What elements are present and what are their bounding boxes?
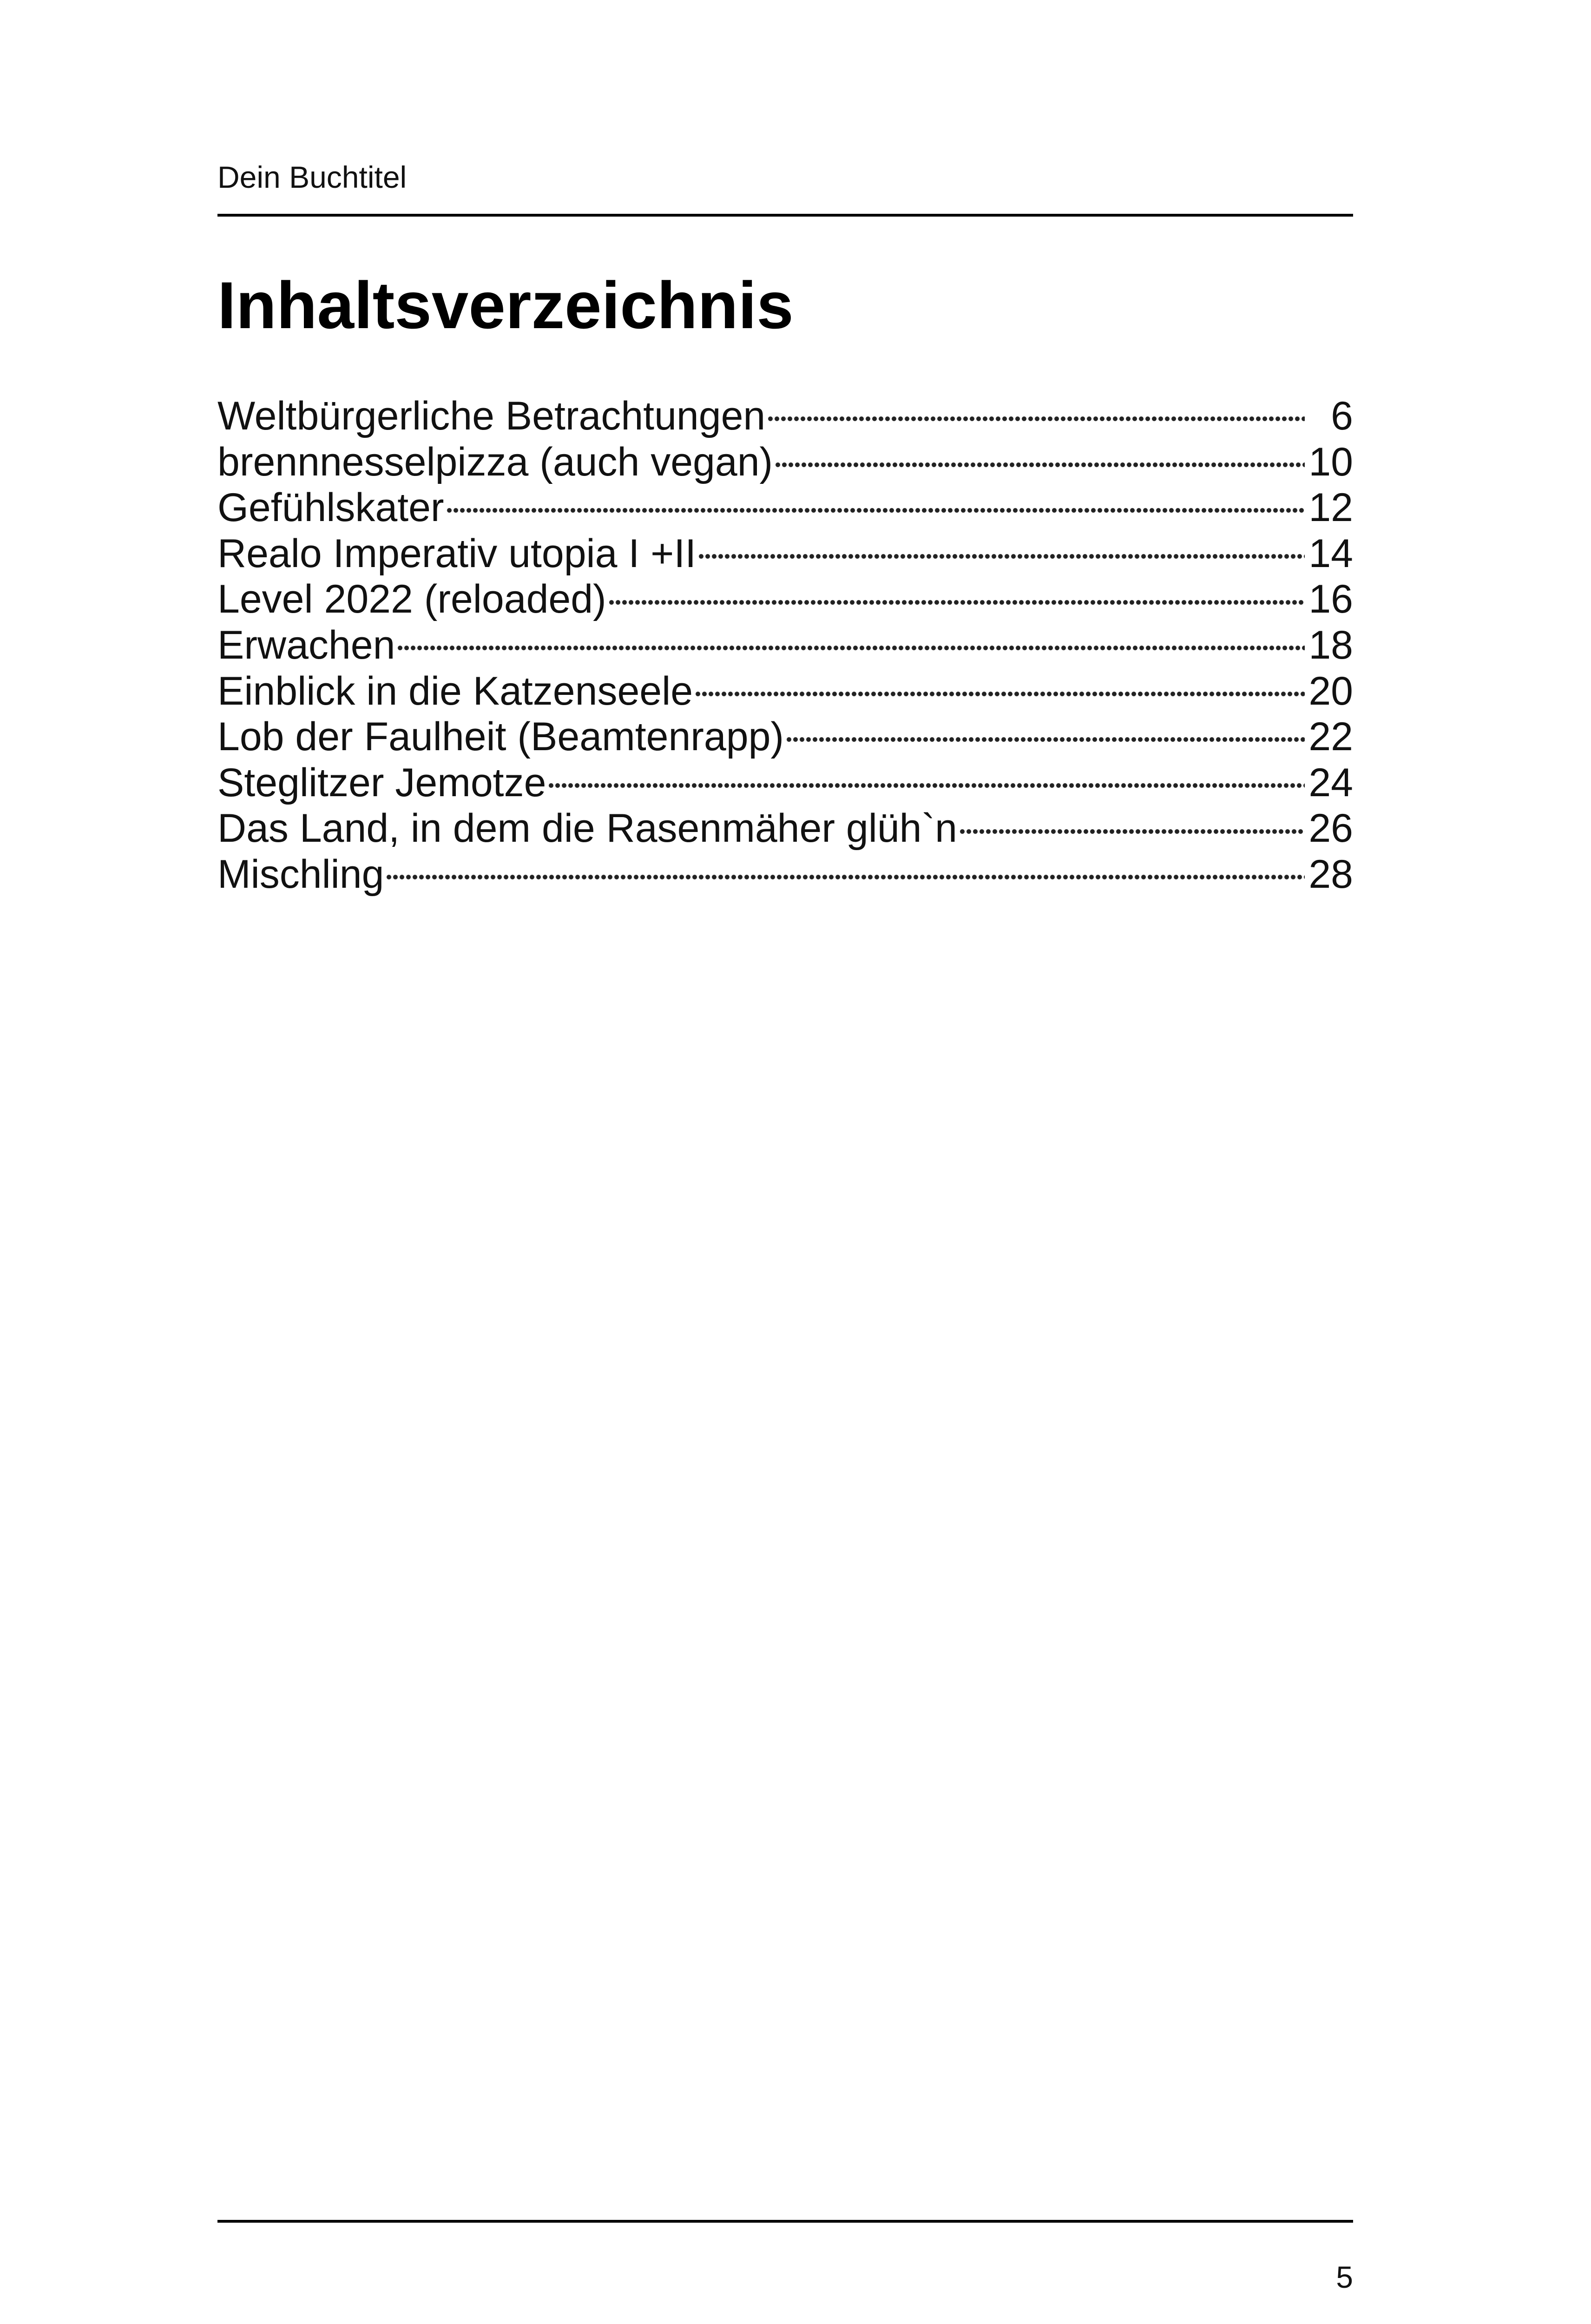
- toc-entry-title: Lob der Faulheit (Beamtenrapp): [217, 714, 784, 759]
- toc-entry[interactable]: [217, 805, 1353, 852]
- dot-leader: [786, 736, 1305, 743]
- toc-entry-title: Das Land, in dem die Rasenmäher glüh`n: [217, 806, 957, 851]
- dot-leader: [397, 645, 1305, 651]
- toc-entry-page: 24: [1308, 760, 1353, 805]
- toc-entry-title: Level 2022 (reloaded): [217, 577, 606, 622]
- toc-entry-page: 18: [1308, 622, 1353, 667]
- toc-entry-title: Mischling: [217, 852, 384, 897]
- dot-leader: [548, 782, 1305, 789]
- dot-leader: [386, 874, 1305, 880]
- toc-entry-page: 22: [1308, 714, 1353, 759]
- dot-leader: [698, 553, 1305, 560]
- toc-entry[interactable]: [217, 852, 1353, 898]
- footer-rule: [217, 2220, 1353, 2223]
- toc-entry-page: 14: [1308, 531, 1353, 576]
- dot-leader: [446, 507, 1305, 514]
- toc-entry-title: Weltbürgerliche Betrachtungen: [217, 394, 766, 438]
- toc-entry-page: 12: [1308, 485, 1353, 530]
- toc-entry-title: Einblick in die Katzenseele: [217, 668, 693, 713]
- dot-leader: [608, 599, 1305, 606]
- toc-entry[interactable]: [217, 760, 1353, 806]
- dot-leader: [775, 462, 1305, 468]
- toc-entry-title: Realo Imperativ utopia I +II: [217, 531, 697, 576]
- toc-entry[interactable]: [217, 622, 1353, 668]
- toc-entry[interactable]: [217, 485, 1353, 531]
- toc-entry-title: brennnesselpizza (auch vegan): [217, 439, 773, 484]
- toc-entry-page: 6: [1331, 394, 1353, 438]
- dot-leader: [767, 416, 1305, 422]
- toc-entry-page: 20: [1308, 668, 1353, 713]
- toc-entry-title: Gefühlskater: [217, 485, 444, 530]
- toc-entry-title: Erwachen: [217, 622, 395, 667]
- header-rule: [217, 214, 1353, 217]
- toc-entry[interactable]: [217, 714, 1353, 760]
- toc-list: [217, 393, 1353, 898]
- toc-heading: Inhaltsverzeichnis: [217, 269, 794, 343]
- toc-entry[interactable]: [217, 531, 1353, 577]
- toc-entry-page: 28: [1308, 852, 1353, 897]
- toc-entry-page: 16: [1308, 577, 1353, 622]
- dot-leader: [695, 691, 1305, 697]
- running-header-title: Dein Buchtitel: [217, 160, 407, 194]
- page-number: 5: [1336, 2260, 1353, 2294]
- dot-leader: [959, 828, 1305, 835]
- toc-entry[interactable]: [217, 393, 1353, 439]
- toc-entry[interactable]: [217, 576, 1353, 622]
- toc-entry[interactable]: [217, 668, 1353, 714]
- toc-entry-title: Steglitzer Jemotze: [217, 760, 546, 805]
- toc-entry[interactable]: [217, 439, 1353, 485]
- toc-entry-page: 10: [1308, 439, 1353, 484]
- toc-entry-page: 26: [1308, 806, 1353, 851]
